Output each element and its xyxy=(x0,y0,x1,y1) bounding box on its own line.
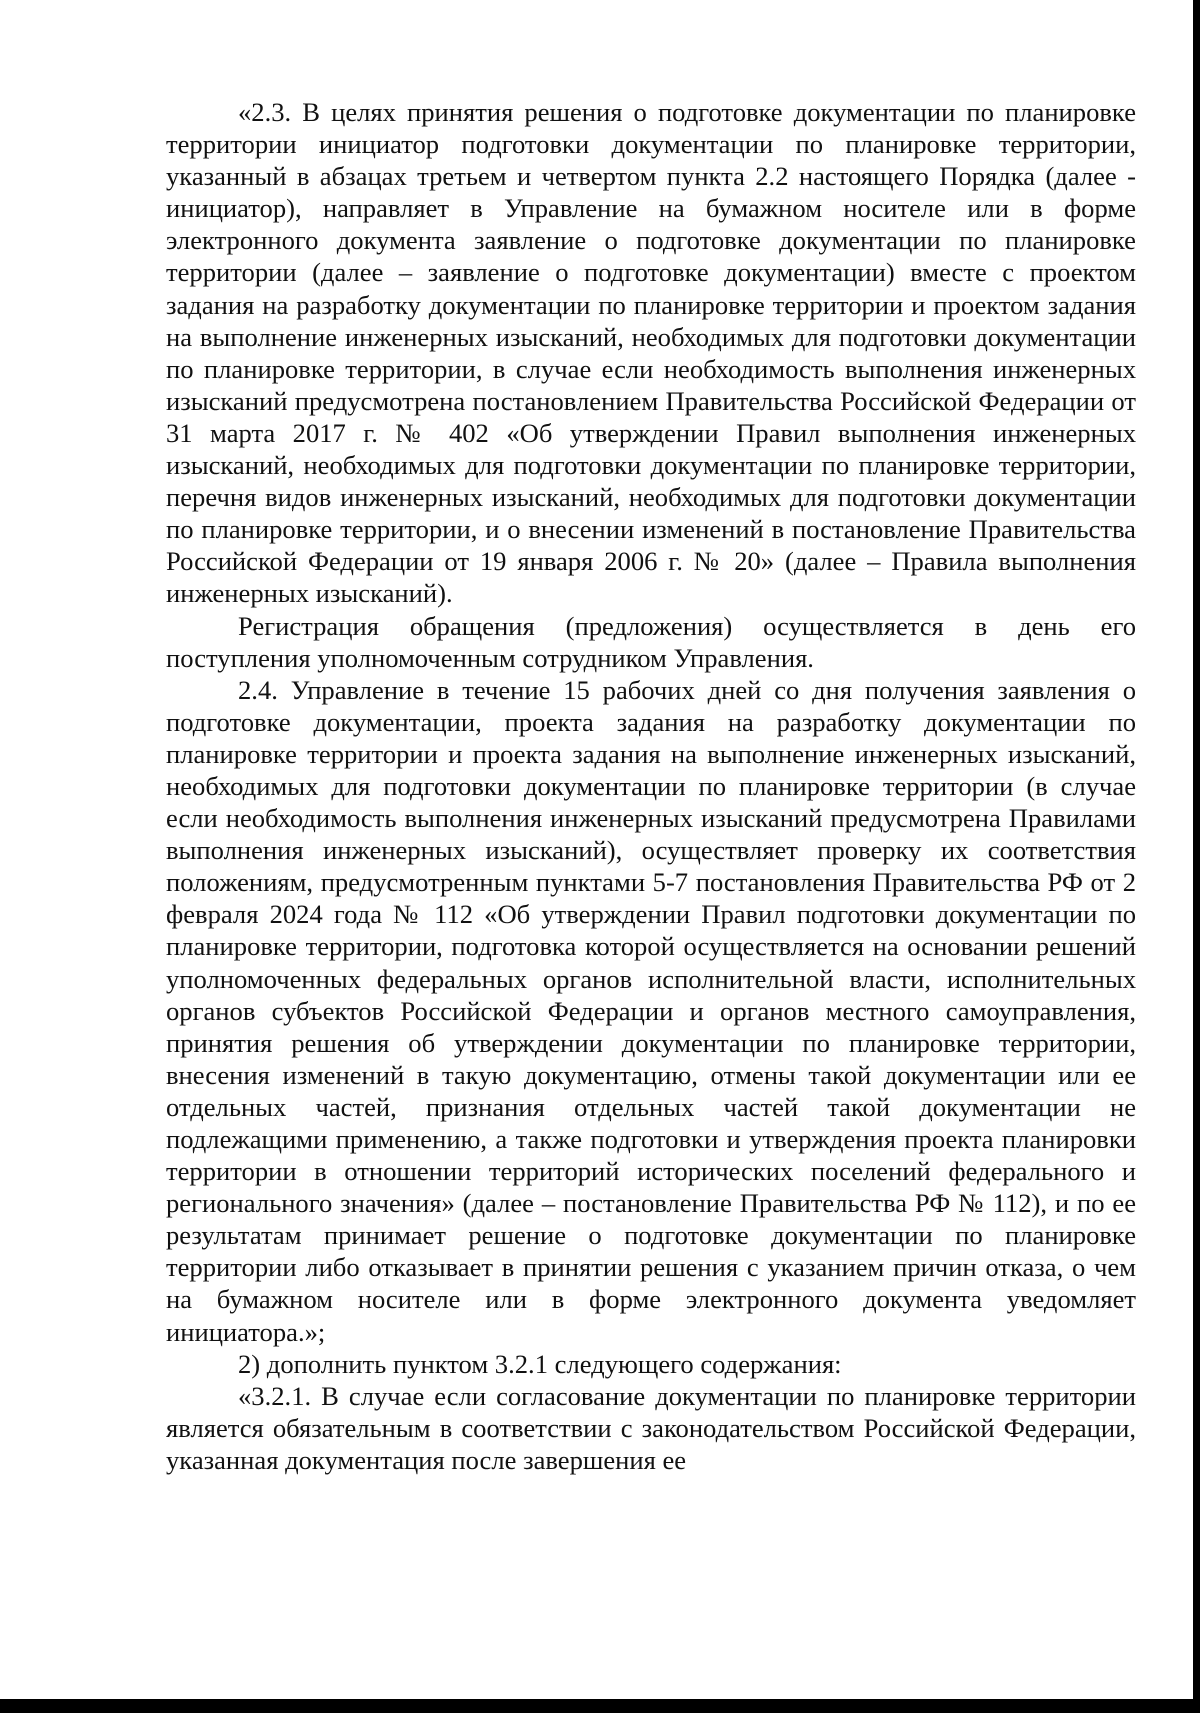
paragraph-amendment-2: 2) дополнить пунктом 3.2.1 следующего содержания: xyxy=(238,1348,842,1379)
scan-right-border xyxy=(1193,0,1200,1713)
paragraph-2-3: «2.3. В целях принятия решения о подготовке документации по планировке территории инициатор подготовки документации по планировке территории, указанный в абзацах третьем и четвертом пункта 2.2 настоящего Порядка (далее - инициатор), направляет в Управление на бумажном носителе или в форме электронного документа заявление о подготовке документации по планировке территории (далее – заявление о подготовке документации) вместе с проектом задания на разработку документации по планировке территории и проектом задания на выполнение инженерных изысканий, необходимых для подготовки документации по планировке территории, в случае если необходимость выполнения инженерных изысканий предусмотрена постановлением Правительства Российской Федерации от 31 марта 2017 г. № 402 «Об утверждении Правил выполнения инженерных изысканий, необходимых для подготовки документации по планировке территории, перечня видов инженерных изысканий, необходимых для подготовки документации по планировке территории, и о внесении изменений в постановление Правительства Российской Федерации от 19 января 2006 г. № 20» (далее – Правила выполнения инженерных изысканий). xyxy=(166,97,1136,609)
paragraph-registration: Регистрация обращения (предложения) осуществляется в день его поступления уполномоченным сотрудником Управления. xyxy=(166,610,1136,673)
paragraph-2-4: 2.4. Управление в течение 15 рабочих дней со дня получения заявления о подготовке документации, проекта задания на разработку документации по планировке территории и проекта задания на выполнение инженерных изысканий, необходимых для подготовки документации по планировке территории (в случае если необходимость выполнения инженерных изысканий предусмотрена Правилами выполнения инженерных изысканий), осуществляет проверку их соответствия положениям, предусмотренным пунктами 5-7 постановления Правительства РФ от 2 февраля 2024 года № 112 «Об утверждении Правил подготовки документации по планировке территории, подготовка которой осуществляется на основании решений уполномоченных федеральных органов исполнительной власти, исполнительных органов субъектов Российской Федерации и органов местного самоуправления, принятия решения об утверждении документации по планировке территории, внесения изменений в такую документацию, отмены такой документации или ее отдельных частей, признания отдельных частей такой документации не подлежащими применению, а также подготовки и утверждения проекта планировки территории в отношении территорий исторических поселений федерального и регионального значения» (далее – постановление Правительства РФ № 112), и по ее результатам принимает решение о подготовке документации по планировке территории либо отказывает в принятии решения с указанием причин отказа, о чем на бумажном носителе или в форме электронного документа уведомляет инициатора.»; xyxy=(166,674,1136,1347)
document-body xyxy=(166,96,1136,1476)
paragraph-3-2-1: «3.2.1. В случае если согласование документации по планировке территории является обязательным в соответствии с законодательством Российской Федерации, указанная документация после завершения ее xyxy=(166,1380,1136,1475)
scan-bottom-border xyxy=(0,1699,1200,1713)
